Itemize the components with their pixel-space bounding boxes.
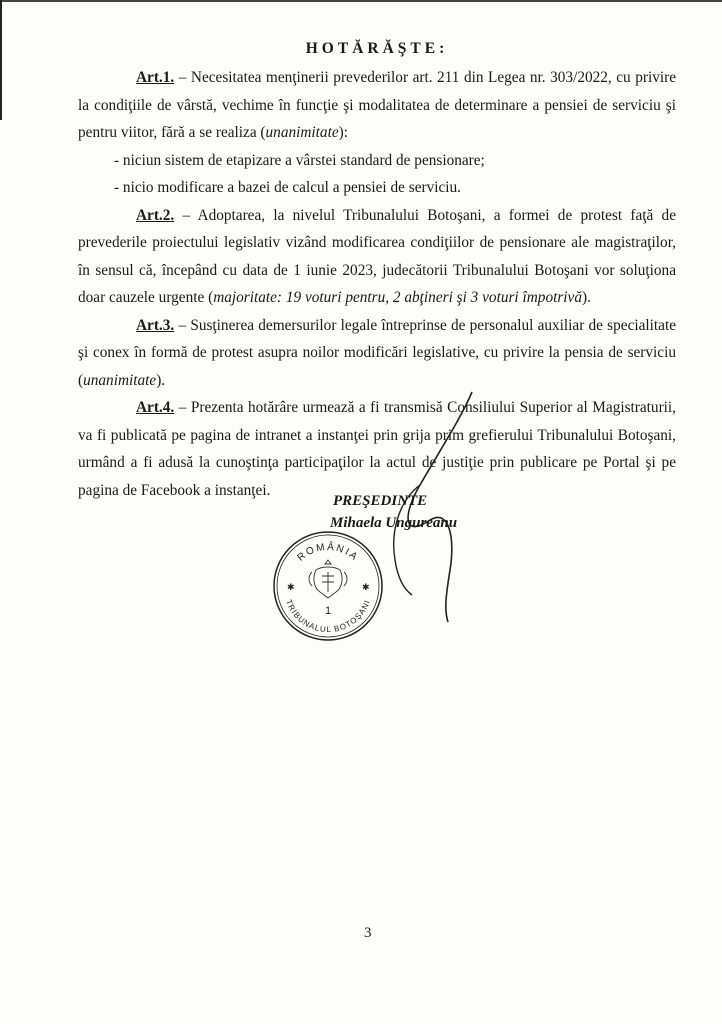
stamp-star-right-icon: ✱ <box>362 582 370 592</box>
signature-block <box>330 490 457 534</box>
article-1-label: Art.1. <box>136 69 175 86</box>
page-number: 3 <box>364 925 372 941</box>
article-1-tail: ): <box>338 124 348 141</box>
article-1 <box>78 64 676 147</box>
stamp-bottom-text: TRIBUNALUL BOTOŞANI <box>283 598 373 635</box>
stamp-top-text: ROMÂNIA <box>295 541 361 564</box>
article-2-label: Art.2. <box>136 206 175 224</box>
article-3-tail: ). <box>156 371 166 389</box>
article-3-text: – Susţinerea demersurilor legale întreprinse de personalul auxiliar de specialitate şi conex în formă de protest asupra noilor modificări legislative, cu privire la pensia de serviciu ( <box>78 316 676 389</box>
article-2-tail: ). <box>582 289 591 306</box>
article-2 <box>78 202 676 312</box>
document-heading: HOTĂRĂŞTE: <box>305 40 449 57</box>
coat-of-arms-icon <box>309 560 347 598</box>
article-3-vote: unanimitate <box>83 371 157 389</box>
article-3-label: Art.3. <box>136 316 175 334</box>
signatory-name: Mihaela Ungureanu <box>330 515 458 531</box>
article-1-bullet-1: - niciun sistem de etapizare a vârstei standard de pensionare; <box>114 151 485 169</box>
article-2-text: – Adoptarea, la nivelul Tribunalului Botoşani, a formei de protest faţă de prevederile proiectului legislativ vizând modificarea condiţiilor de pensionare ale magistraţilor, în sensul că, începând cu data de 1 iunie 2023, judecătorii Tribunalului Botoşani vor soluţiona doar cauzele urgente ( <box>78 206 676 306</box>
article-3 <box>78 312 676 395</box>
court-stamp <box>272 530 384 642</box>
article-1-vote: unanimitate <box>265 124 339 141</box>
article-1-bullet-2: - nicio modificare a bazei de calcul a pensiei de serviciu. <box>114 179 461 196</box>
article-1-text: – Necesitatea menţinerii prevederilor art. 211 din Legea nr. 303/2022, cu privire la condiţiile de vârstă, vechime în funcţie şi modalitatea de determinare a pensiei de serviciu şi pentru viitor, fără a se realiza ( <box>78 69 676 141</box>
scan-edge-top <box>0 0 722 2</box>
stamp-star-left-icon: ✱ <box>287 582 295 592</box>
article-4-label: Art.4. <box>136 399 175 416</box>
stamp-number: 1 <box>324 605 332 617</box>
article-4-text: – Prezenta hotărâre urmează a fi transmisă Consiliului Superior al Magistraturii, va fi publicată pe pagina de intranet a instanţei prin grija prim grefierului Tribunalului Botoşani, urmând a fi adusă la cunoştinţa participaţilor la actul de justiţie prin publicare pe Portal şi pe pagina de Facebook a instanţei. <box>78 399 676 499</box>
article-2-vote: majoritate: 19 voturi pentru, 2 abţineri şi 3 voturi împotrivă <box>213 289 582 306</box>
signatory-title: PREŞEDINTE <box>333 493 428 509</box>
scan-edge-left <box>0 0 2 120</box>
